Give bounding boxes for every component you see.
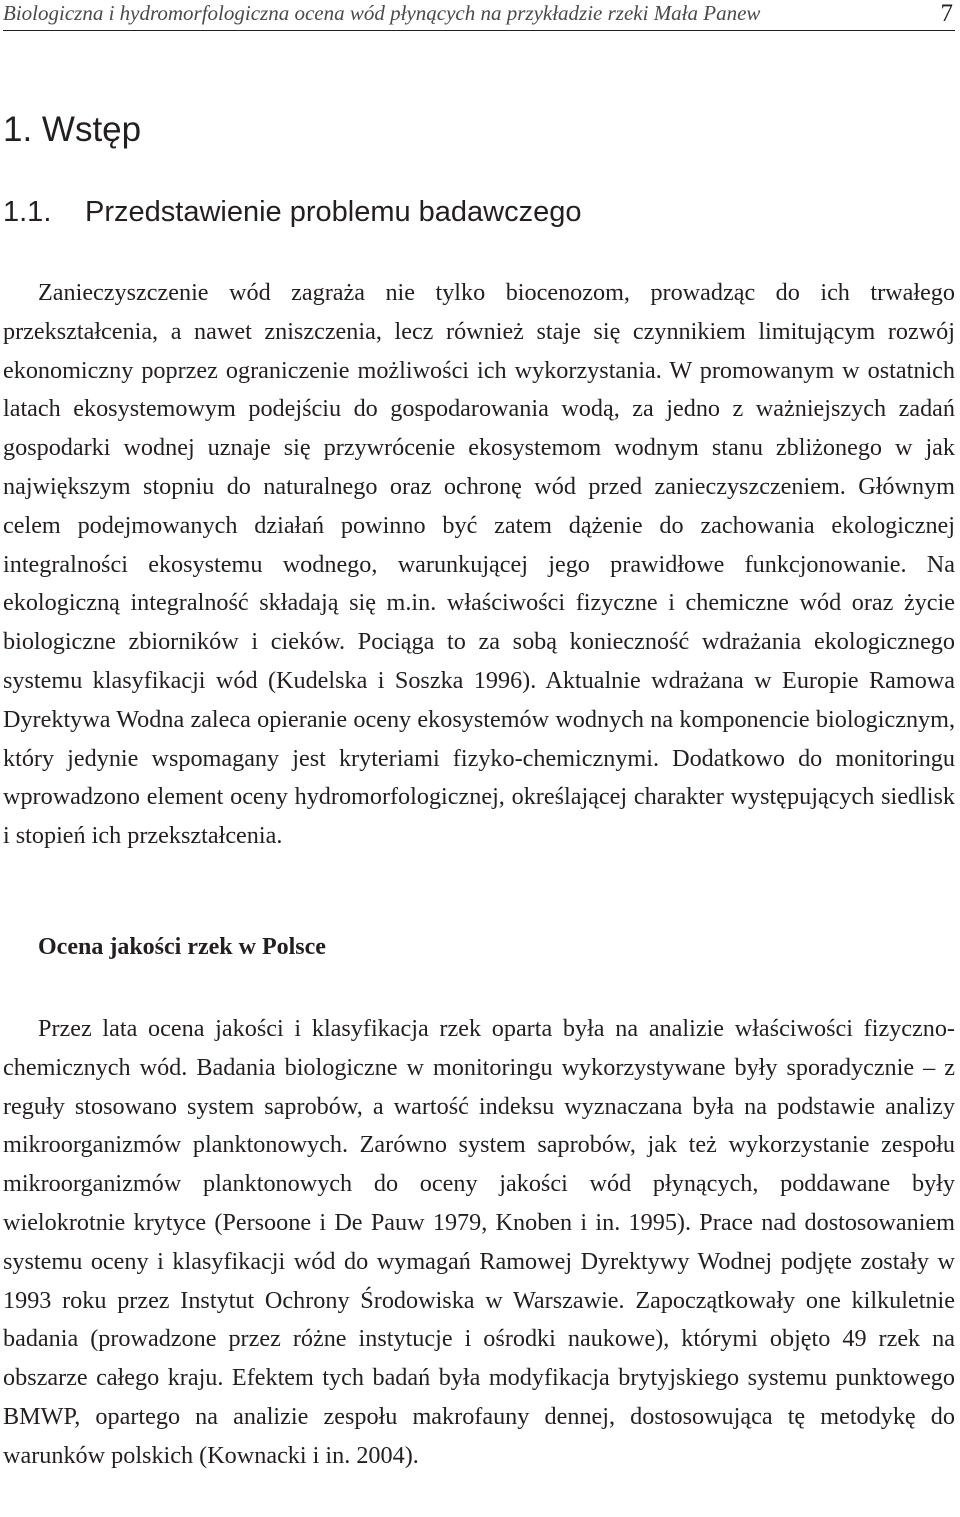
running-header	[3, 0, 955, 31]
body-paragraph: Przez lata ocena jakości i klasyfikacja rzek oparta była na analizie właściwości fizyczno-chemicznych wód. Badania biologiczne w monitoringu wykorzystywane były sporadycznie – z reguły stosowano system saprobów, a wartość indeksu wyznaczana była na podstawie analizy mikroorganizmów planktonowych. Zarówno system saprobów, jak też wykorzystanie zespołu mikroorganizmów planktonowych do oceny jakości wód płynących, poddawane były wielokrotnie krytyce (Persoone i De Pauw 1979, Knoben i in. 1995). Prace nad dostosowaniem systemu oceny i klasyfikacji wód do wymagań Ramowej Dyrektywy Wodnej podjęte zostały w 1993 roku przez Instytut Ochrony Środowiska w Warszawie. Zapoczątkowały one kilkuletnie badania (prowadzone przez różne instytucje i ośrodki naukowe), którymi objęto 49 rzek na obszarze całego kraju. Efektem tych badań była modyfikacja brytyjskiego systemu punktowego BMWP, opartego na analizie zespołu makrofauny dennej, dostosowująca tę metodykę do warunków polskich (Kownacki i in. 2004).	[3, 1015, 955, 1469]
section-number: 1.1.	[3, 196, 52, 228]
page-number: 7	[940, 0, 953, 27]
section-title: Przedstawienie problemu badawczego	[85, 196, 582, 228]
body-paragraph: Zanieczyszczenie wód zagraża nie tylko biocenozom, prowadząc do ich trwałego przekształcenia, a nawet zniszczenia, lecz również staje się czynnikiem limitującym rozwój ekonomiczny poprzez ograniczenie możliwości ich wykorzystania. W promowanym w ostatnich latach ekosystemowym podejściu do gospodarowania wodą, za jedno z ważniejszych zadań gospodarki wodnej uznaje się przywrócenie ekosystemom wodnym stanu zbliżonego w jak największym stopniu do naturalnego oraz ochronę wód przed zanieczyszczeniem. Głównym celem podejmowanych działań powinno być zatem dążenie do zachowania ekologicznej integralności ekosystemu wodnego, warunkującej jego prawidłowe funkcjonowanie. Na ekologiczną integralność składają się m.in. właściwości fizyczne i chemiczne wód oraz życie biologiczne zbiorników i cieków. Pociąga to za sobą konieczność wdrażania ekologicznego systemu klasyfikacji wód (Kudelska i Soszka 1996). Aktualnie wdrażana w Europie Ramowa Dyrektywa Wodna zaleca opieranie oceny ekosystemów wodnych na komponencie biologicznym, który jedynie wspomagany jest kryteriami fizyko-chemicznymi. Dodatkowo do monitoringu wprowadzono element oceny hydromorfologicznej, określającej charakter występujących siedlisk i stopień ich przekształcenia.	[3, 279, 955, 850]
running-title: Biologiczna i hydromorfologiczna ocena wód płynących na przykładzie rzeki Mała Panew	[3, 1, 761, 25]
subsection-heading: Ocena jakości rzek w Polsce	[38, 934, 326, 960]
section-heading	[3, 196, 582, 229]
chapter-title: 1. Wstęp	[3, 110, 142, 149]
